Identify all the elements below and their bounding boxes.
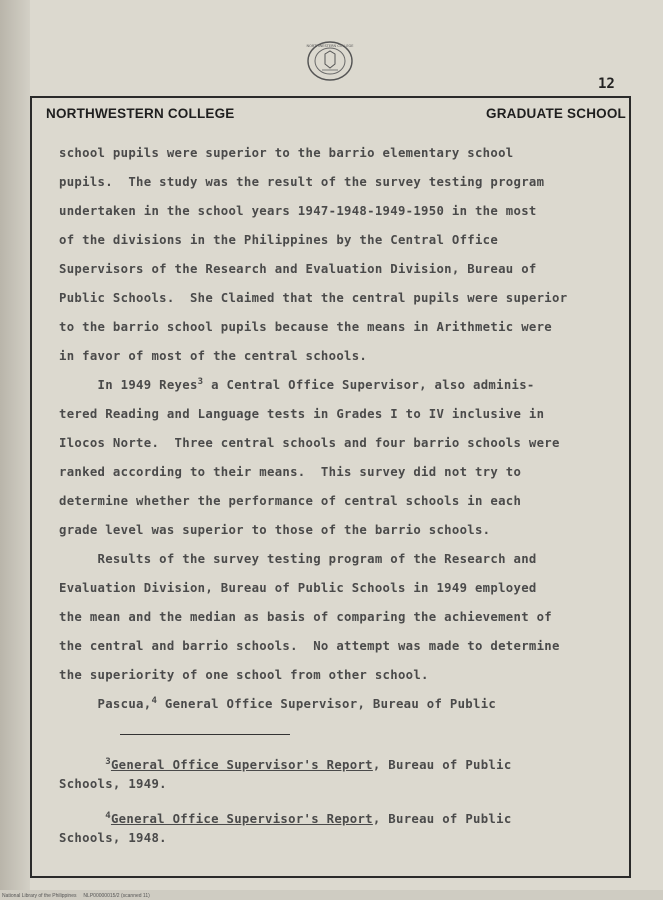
college-seal-icon xyxy=(305,40,355,82)
footnote-rule xyxy=(120,734,290,735)
footnote-number: 3 xyxy=(105,756,111,767)
body-line: to the barrio school pupils because the means in Arithmetic were xyxy=(59,320,553,334)
footnote-number: 4 xyxy=(105,810,111,821)
body-line: Public Schools. She Claimed that the central pupils were superior xyxy=(59,291,568,305)
reyes-cont: a Central Office Supervisor, also adminis- xyxy=(203,378,535,392)
body-line: the central and barrio schools. No attempt was made to determine xyxy=(59,639,560,653)
pascua-text: Pascua, xyxy=(59,697,152,711)
body-line: determine whether the performance of central schools in each xyxy=(59,494,522,508)
svg-text:NORTHWESTERN COLLEGE: NORTHWESTERN COLLEGE xyxy=(306,44,354,48)
footnote-ref-3: 3 xyxy=(197,376,204,387)
body-line xyxy=(59,371,631,400)
body-text xyxy=(59,139,631,719)
footnote-rest: , Bureau of Public xyxy=(372,812,512,826)
body-line: Results of the survey testing program of the Research and xyxy=(59,552,537,566)
body-line: undertaken in the school years 1947-1948-1949-1950 in the most xyxy=(59,204,537,218)
footnote-rest: , Bureau of Public xyxy=(372,758,512,772)
body-line xyxy=(59,690,631,719)
body-line: Supervisors of the Research and Evaluation Division, Bureau of xyxy=(59,262,537,276)
body-line: Ilocos Norte. Three central schools and four barrio schools were xyxy=(59,436,560,450)
footnote-title: General Office Supervisor's Report xyxy=(110,812,373,826)
body-line: school pupils were superior to the barrio elementary school xyxy=(59,146,514,160)
footnote-3 xyxy=(59,756,631,794)
body-line: grade level was superior to those of the barrio schools. xyxy=(59,523,491,537)
pascua-cont: General Office Supervisor, Bureau of Public xyxy=(157,697,497,711)
page-number: 12 xyxy=(598,76,615,92)
body-line: in favor of most of the central schools. xyxy=(59,349,368,363)
binding-shadow xyxy=(0,0,30,900)
footnote-line: Schools, 1949. xyxy=(59,777,167,791)
reyes-text: In 1949 Reyes xyxy=(59,378,198,392)
body-line: pupils. The study was the result of the survey testing program xyxy=(59,175,545,189)
body-line: of the divisions in the Philippines by the Central Office xyxy=(59,233,499,247)
footnote-line xyxy=(59,810,631,829)
body-line: the superiority of one school from other school. xyxy=(59,668,429,682)
scan-footer-note: National Library of the Philippines NLP00000015/2 (scanned 11) xyxy=(2,893,150,899)
footnote-4 xyxy=(59,810,631,848)
body-line: ranked according to their means. This survey did not try to xyxy=(59,465,522,479)
footnote-line: Schools, 1948. xyxy=(59,831,167,845)
header-school: GRADUATE SCHOOL xyxy=(486,106,626,121)
body-line: the mean and the median as basis of comparing the achievement of xyxy=(59,610,553,624)
body-line: tered Reading and Language tests in Grades I to IV inclusive in xyxy=(59,407,545,421)
footnote-ref-4: 4 xyxy=(151,695,158,706)
footnote-title: General Office Supervisor's Report xyxy=(110,758,373,772)
footnote-line xyxy=(59,756,631,775)
body-line: Evaluation Division, Bureau of Public Schools in 1949 employed xyxy=(59,581,537,595)
header-college: NORTHWESTERN COLLEGE xyxy=(46,106,235,121)
